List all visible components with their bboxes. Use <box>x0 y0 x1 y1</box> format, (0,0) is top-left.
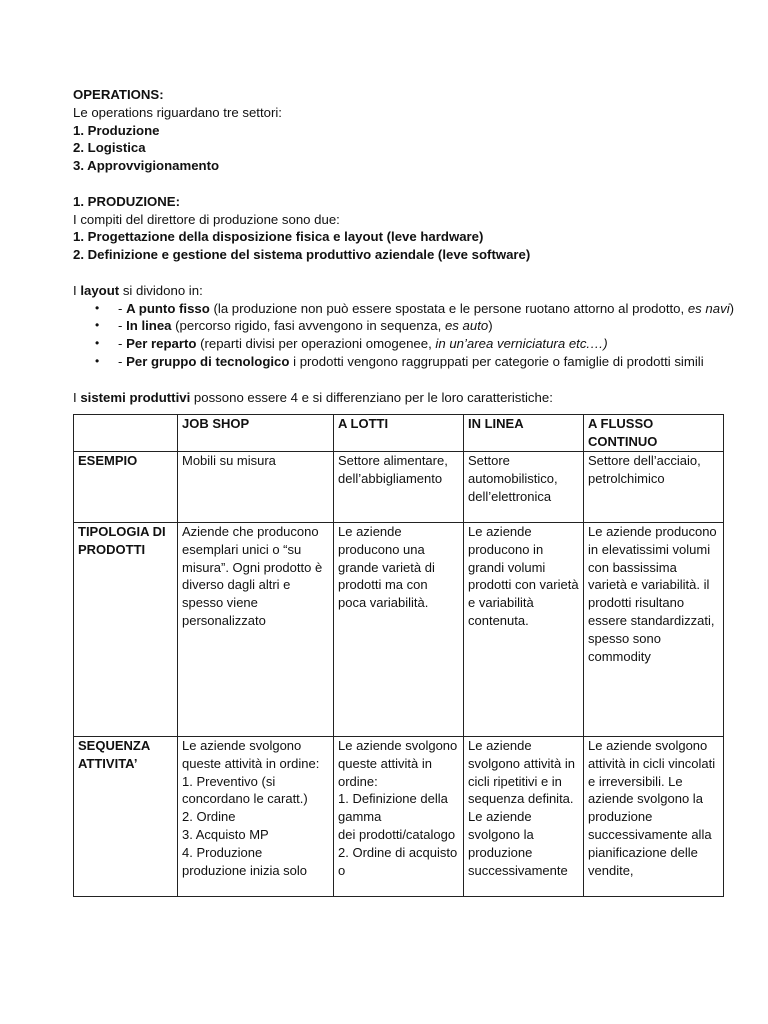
layout-list-item: • - In linea (percorso rigido, fasi avvengono in sequenza, es auto) <box>95 318 493 334</box>
bullet-icon: • <box>95 353 100 368</box>
table-row <box>74 522 724 736</box>
production-task: 2. Definizione e gestione del sistema produttivo aziendale (leve software) <box>73 247 531 263</box>
table-cell: Settore alimentare, dell’abbigliamento <box>334 451 464 522</box>
layout-list-item: • - Per gruppo di tecnologico i prodotti vengono raggruppati per categorie o famiglie di prodotti simili <box>95 353 704 369</box>
table-row <box>74 736 724 896</box>
sector-item: 1. Produzione <box>73 122 160 138</box>
table-cell: Settore automobilistico, dell’elettronica <box>464 451 584 522</box>
table-cell: Le aziende svolgono queste attività in ordine: 1. Definizione della gamma dei prodotti/catalogo 2. Ordine di acquisto o <box>334 736 464 896</box>
table-cell: Le aziende svolgono queste attività in ordine: 1. Preventivo (si concordano le caratt.) 2. Ordine 3. Acquisto MP 4. Produzione produzione inizia solo <box>178 736 334 896</box>
row-header-cell: ESEMPIO <box>74 451 178 522</box>
table-header-cell: IN LINEA <box>464 415 584 452</box>
table-cell: Le aziende svolgono attività in cicli ripetitivi e in sequenza definita. Le aziende svolgono la produzione successivamente <box>464 736 584 896</box>
production-title: 1. PRODUZIONE: <box>73 193 180 209</box>
bullet-icon: • <box>95 336 100 351</box>
table-cell: Aziende che producono esemplari unici o “su misura”. Ogni prodotto è diverso dagli altri e spesso viene personalizzato <box>178 522 334 736</box>
table-header-row <box>74 415 724 452</box>
production-task: 1. Progettazione della disposizione fisica e layout (leve hardware) <box>73 229 484 245</box>
operations-title: OPERATIONS: <box>73 87 164 102</box>
table-row <box>74 451 724 522</box>
row-header-cell: SEQUENZA ATTIVITA’ <box>74 736 178 896</box>
sector-item: 2. Logistica <box>73 140 146 156</box>
bullet-icon: • <box>95 318 100 333</box>
table-cell: Le aziende svolgono attività in cicli vincolati e irreversibili. Le aziende svolgono la produzione successivamente alla pianificazione delle vendite, <box>584 736 724 896</box>
production-sentence: I compiti del direttore di produzione sono due: <box>73 211 340 227</box>
table-cell: Le aziende producono in grandi volumi prodotti con varietà e variabilità contenuta. <box>464 522 584 736</box>
table-cell: Settore dell’acciaio, petrolchimico <box>584 451 724 522</box>
table-cell: Mobili su misura <box>178 451 334 522</box>
layout-list-item: • - A punto fisso (la produzione non può essere spostata e le persone ruotano attorno al prodotto, es navi) <box>95 300 735 316</box>
layout-list <box>95 300 738 371</box>
sector-item: 3. Approvvigionamento <box>73 158 220 174</box>
table-header-cell <box>74 415 178 452</box>
table-cell: Le aziende producono in elevatissimi volumi con bassissima varietà e variabilità. il prodotti risultano essere standardizzati, spesso sono commodity <box>584 522 724 736</box>
bullet-icon: • <box>95 300 100 315</box>
table-cell: Le aziende producono una grande varietà di prodotti ma con poca variabilità. <box>334 522 464 736</box>
table-header-cell: JOB SHOP <box>178 415 334 452</box>
systems-intro: I sistemi produttivi possono essere 4 e si differenziano per le loro caratteristiche: <box>73 389 553 405</box>
layout-list-item: • - Per reparto (reparti divisi per operazioni omogenee, in un’area verniciatura etc.…) <box>95 336 608 352</box>
table-header-cell: A LOTTI <box>334 415 464 452</box>
operations-sentence: Le operations riguardano tre settori: <box>73 104 282 120</box>
layout-intro: I layout si dividono in: <box>73 282 203 298</box>
production-systems-table <box>73 414 724 897</box>
row-header-cell: TIPOLOGIA DI PRODOTTI <box>74 522 178 736</box>
table-header-cell: A FLUSSO CONTINUO <box>584 415 724 452</box>
